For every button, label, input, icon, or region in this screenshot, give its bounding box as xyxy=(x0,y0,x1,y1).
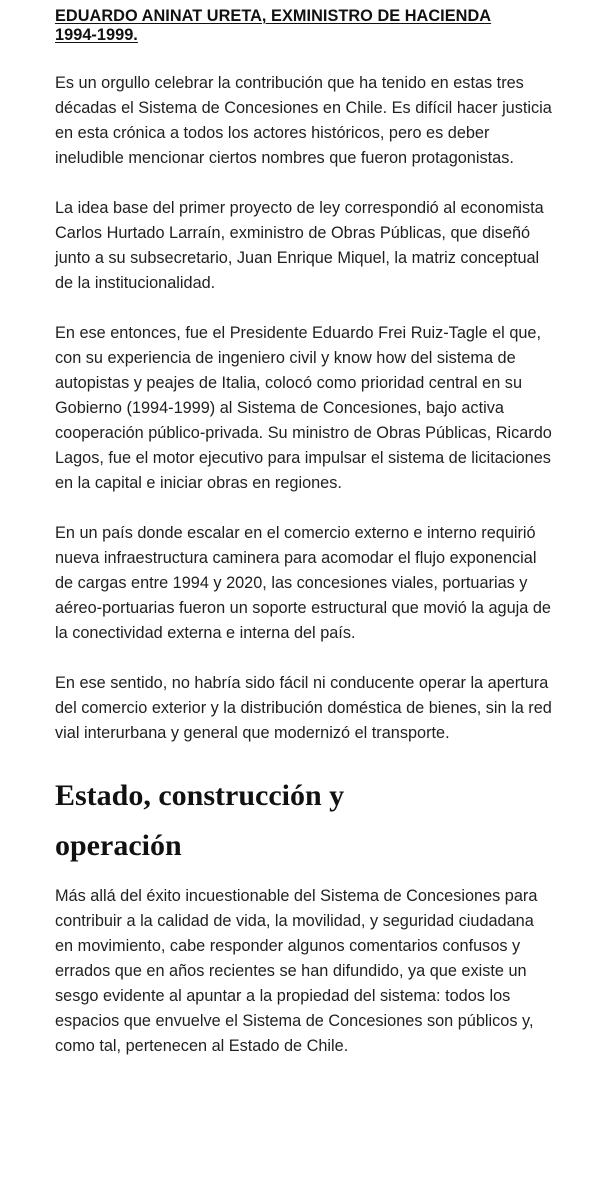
paragraph-comercio: En un país donde escalar en el comercio externo e interno requirió nueva infraestructura caminera para acomodar el flujo exponencial de cargas entre 1994 y 2020, las concesiones viales, portuarias y aéreo-portuarias fueron un soporte estructural que movió la aguja de la conectividad externa e interna del país. xyxy=(55,524,551,642)
paragraph-propiedad: Más allá del éxito incuestionable del Sistema de Concesiones para contribuir a la calidad de vida, la movilidad, y seguridad ciudadana en movimiento, cabe responder algunos comentarios confusos y errados que en años recientes se han difundido, ya que existe un sesgo evidente al apuntar a la propiedad del sistema: todos los espacios que envuelve el Sistema de Concesiones son públicos y, como tal, pertenecen al Estado de Chile. xyxy=(55,887,538,1055)
paragraph-transporte: En ese sentido, no habría sido fácil ni conducente operar la apertura del comercio exterior y la distribución doméstica de bienes, sin la red vial interurbana y general que modernizó el transporte. xyxy=(55,674,552,742)
paragraph-frei: En ese entonces, fue el Presidente Eduardo Frei Ruiz-Tagle el que, con su experiencia de ingeniero civil y know how del sistema de autopistas y peajes de Italia, colocó como prioridad central en su Gobierno (1994-1999) al Sistema de Concesiones, bajo activa cooperación público-privada. Su ministro de Obras Públicas, Ricardo Lagos, fue el motor ejecutivo para impulsar el sistema de licitaciones en la capital e iniciar obras en regiones. xyxy=(55,324,552,492)
article-body xyxy=(55,7,555,1084)
section-heading: Estado, construcción y operación xyxy=(55,779,345,862)
paragraph-hurtado: La idea base del primer proyecto de ley correspondió al economista Carlos Hurtado Larraín, exministro de Obras Públicas, que diseñó junto a su subsecretario, Juan Enrique Miquel, la matriz conceptual de la institucionalidad. xyxy=(55,199,544,292)
author-byline: EDUARDO ANINAT URETA, EXMINISTRO DE HACIENDA 1994-1999. xyxy=(55,7,492,44)
byline-container xyxy=(55,7,530,45)
paragraph-intro: Es un orgullo celebrar la contribución que ha tenido en estas tres décadas el Sistema de Concesiones en Chile. Es difícil hacer justicia en esta crónica a todos los actores históricos, pero es deber ineludible mencionar ciertos nombres que fueron protagonistas. xyxy=(55,74,552,167)
